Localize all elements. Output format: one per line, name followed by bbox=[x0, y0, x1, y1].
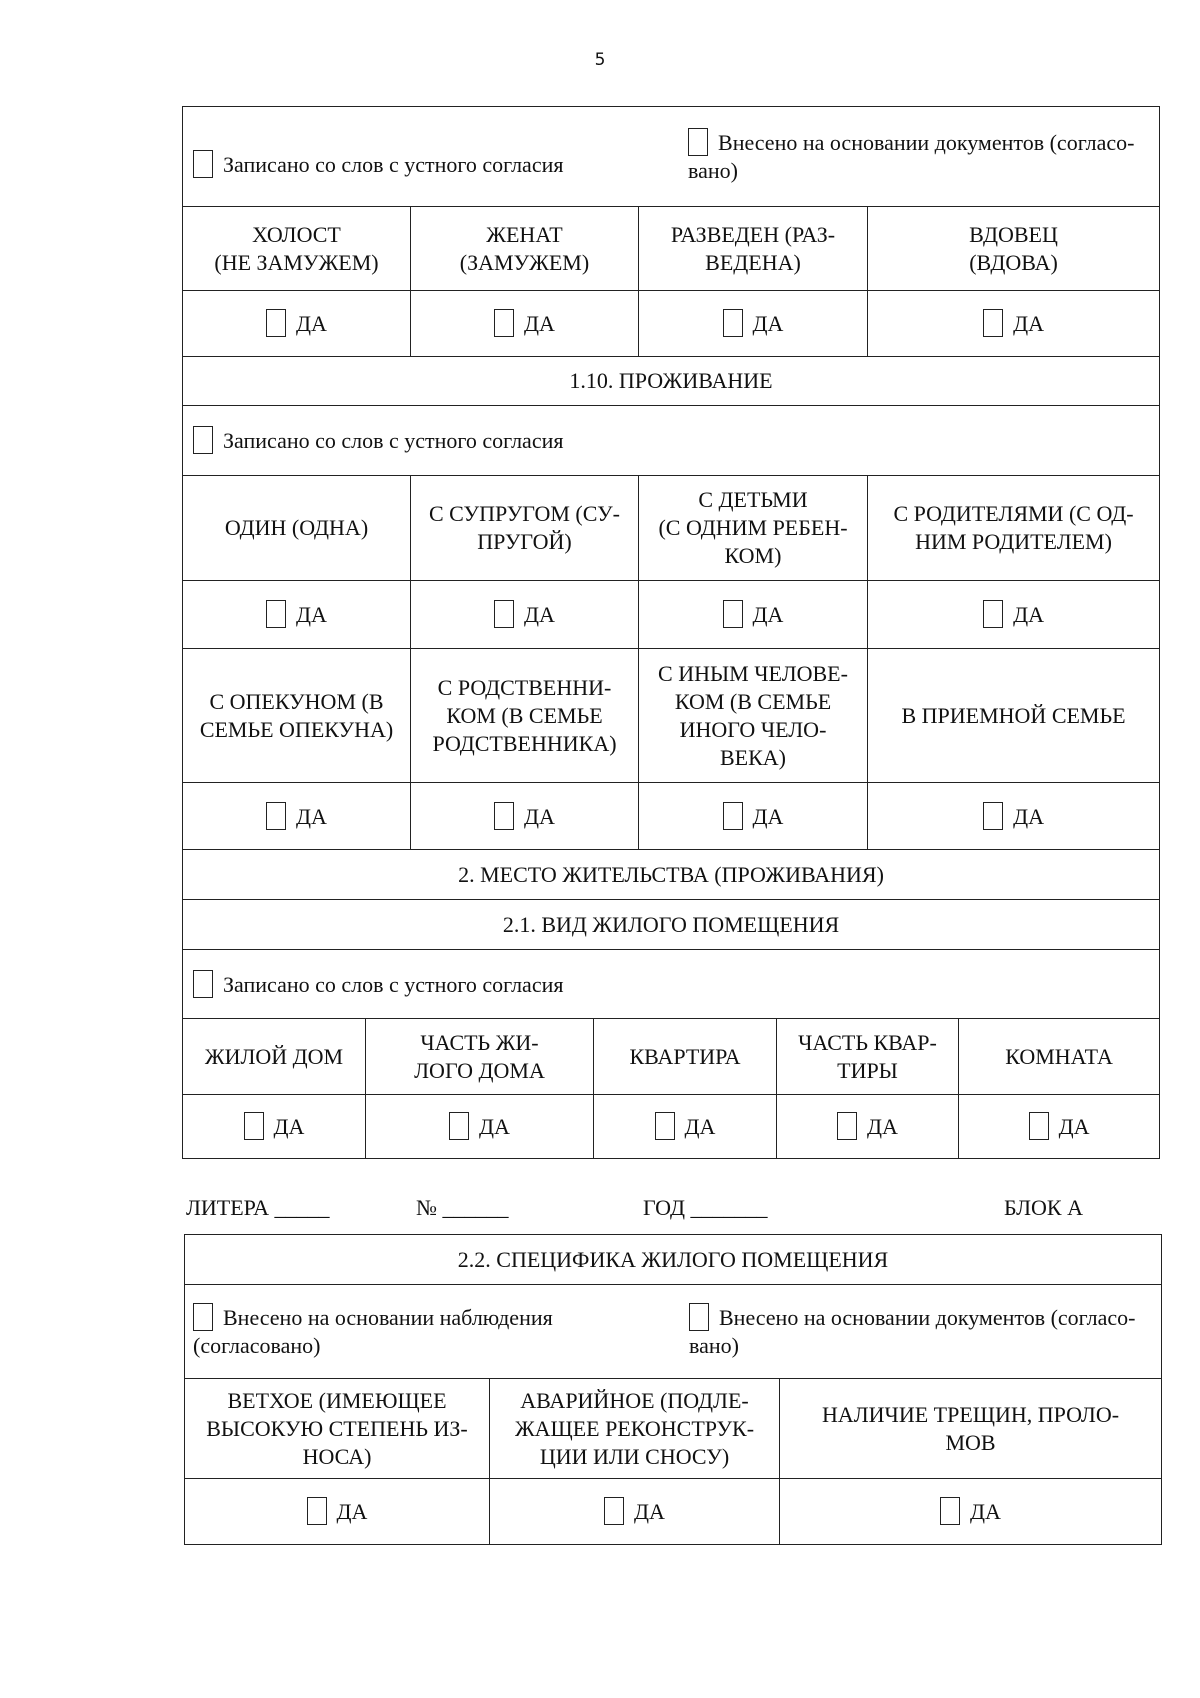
marital-option-single: ХОЛОСТ (НЕ ЗАМУЖЕМ) bbox=[183, 207, 411, 291]
housing-option-apartment: КВАРТИРА bbox=[594, 1019, 777, 1095]
checkbox[interactable] bbox=[494, 802, 514, 830]
checkbox-label-yes: ДА bbox=[752, 311, 784, 336]
residence-option-spouse: С СУПРУГОМ (СУ- ПРУГОЙ) bbox=[411, 476, 639, 581]
checkbox-label-yes: ДА bbox=[479, 1114, 510, 1139]
housing-note: Записано со слов с устного согласия bbox=[223, 971, 564, 997]
checkbox-label-yes: ДА bbox=[524, 803, 555, 829]
checkbox-label-yes: ДА bbox=[273, 1114, 305, 1139]
checkbox-label-yes: ДА bbox=[524, 602, 555, 627]
block-label: БЛОК А bbox=[1004, 1195, 1083, 1220]
checkbox-label-yes: ДА bbox=[1013, 602, 1044, 627]
housing-note-cell bbox=[183, 950, 1160, 1019]
housing-subsection-title: 2.1. ВИД ЖИЛОГО ПОМЕЩЕНИЯ bbox=[183, 900, 1160, 950]
checkbox-label-yes: ДА bbox=[296, 311, 327, 336]
marital-option-married: ЖЕНАТ (ЗАМУЖЕМ) bbox=[411, 207, 639, 291]
residence-answer-cell bbox=[183, 783, 411, 850]
checkbox[interactable] bbox=[449, 1112, 469, 1140]
checkbox-label-yes: ДА bbox=[752, 602, 784, 627]
checkbox[interactable] bbox=[266, 802, 286, 830]
checkbox[interactable] bbox=[193, 150, 213, 178]
marital-note-cell bbox=[183, 107, 1160, 207]
checkbox[interactable] bbox=[723, 802, 743, 830]
residence-note: Записано со слов с устного согласия bbox=[223, 428, 564, 453]
residence-answer-cell bbox=[183, 581, 411, 649]
marital-option-widowed: ВДОВЕЦ (ВДОВА) bbox=[868, 207, 1160, 291]
checkbox[interactable] bbox=[723, 600, 743, 628]
residence-option-relative: С РОДСТВЕННИ- КОМ (В СЕМЬЕ РОДСТВЕННИКА) bbox=[411, 649, 639, 783]
checkbox[interactable] bbox=[244, 1112, 264, 1140]
residence-answer-cell bbox=[411, 783, 639, 850]
checkbox[interactable] bbox=[940, 1497, 960, 1525]
checkbox-label-yes: ДА bbox=[867, 1114, 898, 1139]
housing-answer-cell bbox=[777, 1095, 959, 1159]
checkbox[interactable] bbox=[688, 128, 708, 156]
residence-option-children: С ДЕТЬМИ (С ОДНИМ РЕБЕН- КОМ) bbox=[639, 476, 868, 581]
specifics-answer-cell bbox=[780, 1479, 1162, 1545]
checkbox-label-yes: ДА bbox=[296, 602, 327, 627]
checkbox-label-yes: ДА bbox=[634, 1499, 665, 1524]
specifics-option-emergency: АВАРИЙНОЕ (ПОДЛЕ- ЖАЩЕЕ РЕКОНСТРУК- ЦИИ ИЛИ СНОСУ) bbox=[490, 1379, 780, 1479]
specifics-option-dilapidated: ВЕТХОЕ (ИМЕЮЩЕЕ ВЫСОКУЮ СТЕПЕНЬ ИЗ- НОСА) bbox=[185, 1379, 490, 1479]
page-number: 5 bbox=[594, 50, 606, 70]
form-table-main bbox=[182, 106, 1160, 1159]
checkbox-label-yes: ДА bbox=[1058, 1114, 1090, 1139]
residence-answer-cell bbox=[639, 581, 868, 649]
checkbox-label-yes: ДА bbox=[296, 803, 327, 829]
residence-answer-cell bbox=[868, 783, 1160, 850]
checkbox[interactable] bbox=[494, 309, 514, 337]
litera-field[interactable]: ЛИТЕРА _____ bbox=[186, 1195, 330, 1220]
checkbox-label-yes: ДА bbox=[684, 1114, 716, 1139]
checkbox[interactable] bbox=[723, 309, 743, 337]
checkbox[interactable] bbox=[837, 1112, 857, 1140]
marital-answer-cell bbox=[639, 291, 868, 357]
marital-note-oral: Записано со слов с устного согласия bbox=[223, 152, 564, 177]
checkbox[interactable] bbox=[193, 426, 213, 454]
checkbox[interactable] bbox=[983, 600, 1003, 628]
year-field[interactable]: ГОД _______ bbox=[643, 1195, 768, 1220]
checkbox[interactable] bbox=[604, 1497, 624, 1525]
specifics-option-cracks: НАЛИЧИЕ ТРЕЩИН, ПРОЛО- МОВ bbox=[780, 1379, 1162, 1479]
checkbox[interactable] bbox=[1029, 1112, 1049, 1140]
checkbox[interactable] bbox=[193, 970, 213, 998]
residence-note-cell bbox=[183, 406, 1160, 476]
residence-option-guardian: С ОПЕКУНОМ (В СЕМЬЕ ОПЕКУНА) bbox=[183, 649, 411, 783]
specifics-answer-cell bbox=[490, 1479, 780, 1545]
housing-answer-cell bbox=[959, 1095, 1160, 1159]
checkbox[interactable] bbox=[266, 309, 286, 337]
housing-answer-cell bbox=[183, 1095, 366, 1159]
number-field[interactable]: № ______ bbox=[416, 1195, 509, 1220]
checkbox[interactable] bbox=[494, 600, 514, 628]
checkbox[interactable] bbox=[655, 1112, 675, 1140]
specifics-note-observation: Внесено на основании наблюдения (согласовано) bbox=[193, 1305, 553, 1358]
residence-option-foster-family: В ПРИЕМНОЙ СЕМЬЕ bbox=[868, 649, 1160, 783]
specifics-note-documents: Внесено на основании документов (согласо- вано) bbox=[689, 1305, 1136, 1358]
checkbox-label-yes: ДА bbox=[1013, 311, 1044, 336]
checkbox[interactable] bbox=[266, 600, 286, 628]
housing-answer-cell bbox=[594, 1095, 777, 1159]
marital-answer-cell bbox=[183, 291, 411, 357]
marital-option-divorced: РАЗВЕДЕН (РАЗ- ВЕДЕНА) bbox=[639, 207, 868, 291]
checkbox-label-yes: ДА bbox=[524, 311, 555, 336]
residence-option-parents: С РОДИТЕЛЯМИ (С ОД- НИМ РОДИТЕЛЕМ) bbox=[868, 476, 1160, 581]
marital-answer-cell bbox=[868, 291, 1160, 357]
checkbox-label-yes: ДА bbox=[336, 1499, 368, 1524]
housing-option-room: КОМНАТА bbox=[959, 1019, 1160, 1095]
checkbox-label-yes: ДА bbox=[1013, 803, 1044, 829]
housing-option-house: ЖИЛОЙ ДОМ bbox=[183, 1019, 366, 1095]
marital-answer-cell bbox=[411, 291, 639, 357]
specifics-title: 2.2. СПЕЦИФИКА ЖИЛОГО ПОМЕЩЕНИЯ bbox=[185, 1235, 1162, 1285]
checkbox-label-yes: ДА bbox=[752, 803, 784, 829]
housing-answer-cell bbox=[366, 1095, 594, 1159]
checkbox[interactable] bbox=[193, 1303, 213, 1331]
residence-answer-cell bbox=[868, 581, 1160, 649]
specifics-note-cell bbox=[185, 1285, 1162, 1379]
residence-answer-cell bbox=[411, 581, 639, 649]
housing-option-apartment-part: ЧАСТЬ КВАР- ТИРЫ bbox=[777, 1019, 959, 1095]
form-table-specifics bbox=[184, 1234, 1162, 1545]
marital-note-documents: Внесено на основании документов (согласо- вано) bbox=[688, 130, 1135, 183]
checkbox[interactable] bbox=[307, 1497, 327, 1525]
residence-answer-cell bbox=[639, 783, 868, 850]
checkbox[interactable] bbox=[689, 1303, 709, 1331]
housing-option-house-part: ЧАСТЬ ЖИ- ЛОГО ДОМА bbox=[366, 1019, 594, 1095]
specifics-answer-cell bbox=[185, 1479, 490, 1545]
checkbox[interactable] bbox=[983, 309, 1003, 337]
residence-title: 1.10. ПРОЖИВАНИЕ bbox=[183, 357, 1160, 406]
checkbox[interactable] bbox=[983, 802, 1003, 830]
checkbox-label-yes: ДА bbox=[970, 1499, 1001, 1524]
residence-option-alone: ОДИН (ОДНА) bbox=[183, 476, 411, 581]
residence-option-other-person: С ИНЫМ ЧЕЛОВЕ- КОМ (В СЕМЬЕ ИНОГО ЧЕЛО- ВЕКА) bbox=[639, 649, 868, 783]
housing-section-title: 2. МЕСТО ЖИТЕЛЬСТВА (ПРОЖИВАНИЯ) bbox=[183, 850, 1160, 900]
meta-line bbox=[186, 1195, 1146, 1225]
